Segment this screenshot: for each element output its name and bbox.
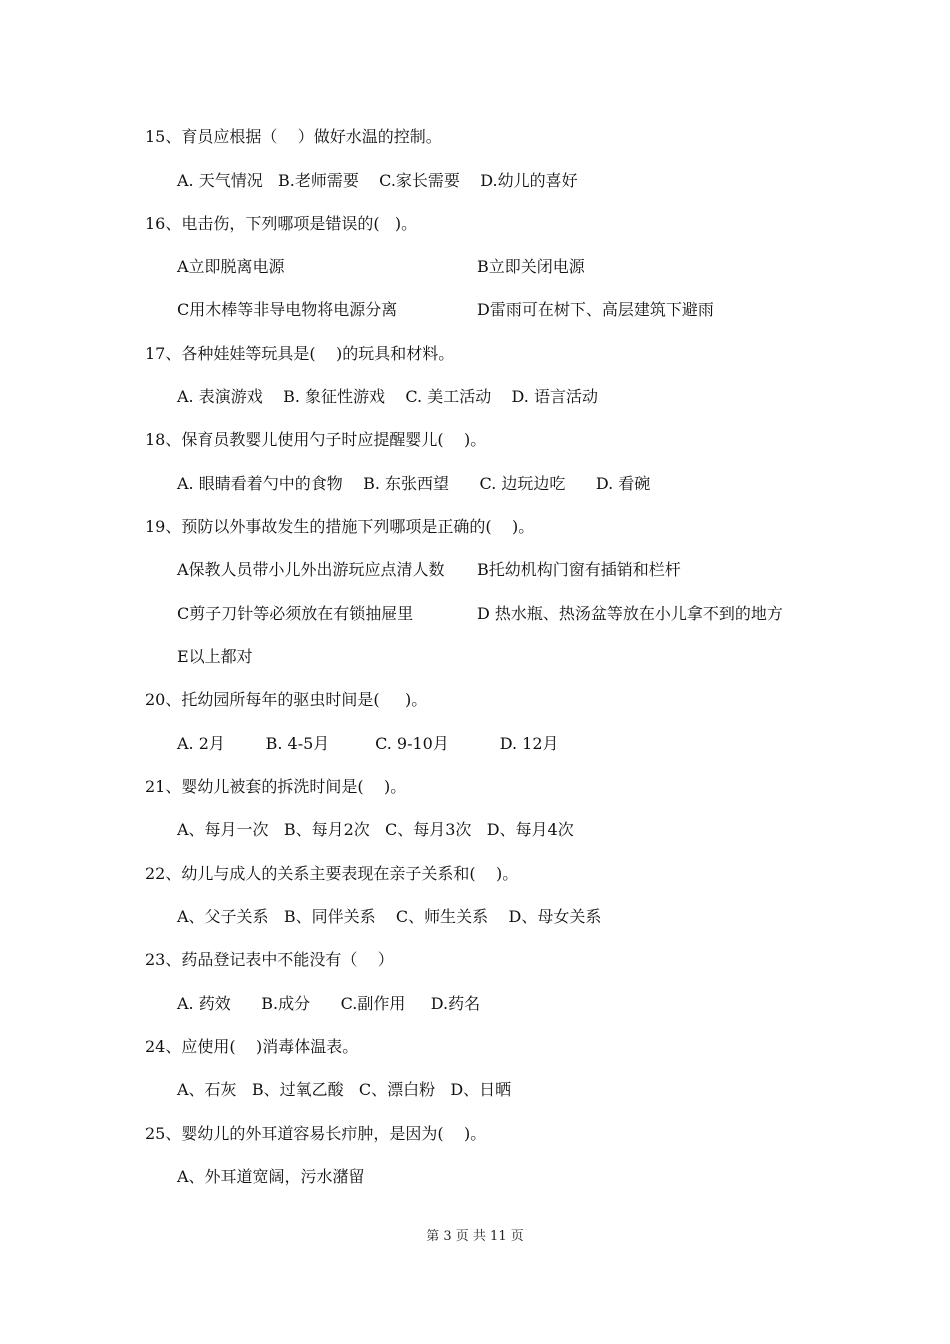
question-17-stem: 17、各种娃娃等玩具是( )的玩具和材料。 [145,344,455,363]
question-19-option-a: A保教人员带小儿外出游玩应点清人数 [177,560,445,579]
question-23-options: A. 药效 B.成分 C.副作用 D.药名 [177,994,481,1013]
question-16-option-d: D雷雨可在树下、高层建筑下避雨 [477,300,714,319]
question-16-option-c: C用木棒等非导电物将电源分离 [177,300,398,319]
question-18-stem: 18、保育员教婴儿使用勺子时应提醒婴儿( )。 [145,430,487,449]
question-21-options: A、每月一次 B、每月2次 C、每月3次 D、每月4次 [177,820,574,839]
question-18-options: A. 眼睛看着勺中的食物 B. 东张西望 C. 边玩边吃 D. 看碗 [177,474,651,493]
question-15-stem: 15、育员应根据（ ）做好水温的控制。 [145,127,442,146]
question-21-stem: 21、婴幼儿被套的拆洗时间是( )。 [145,777,407,796]
question-19-option-c: C剪子刀针等必须放在有锁抽屉里 [177,604,414,623]
question-16-option-b: B立即关闭电源 [477,257,585,276]
question-25-stem: 25、婴幼儿的外耳道容易长疖肿，是因为( )。 [145,1124,487,1143]
question-25-option-a: A、外耳道宽阔，污水潴留 [177,1167,365,1186]
question-19-option-b: B托幼机构门窗有插销和栏杆 [477,560,681,579]
question-16-option-a: A立即脱离电源 [177,257,285,276]
question-16-stem: 16、电击伤，下列哪项是错误的( )。 [145,214,418,233]
question-17-options: A. 表演游戏 B. 象征性游戏 C. 美工活动 D. 语言活动 [177,387,598,406]
question-15-options: A. 天气情况 B.老师需要 C.家长需要 D.幼儿的喜好 [177,171,578,190]
question-23-stem: 23、药品登记表中不能没有（ ） [145,950,394,969]
question-19-option-d: D 热水瓶、热汤盆等放在小儿拿不到的地方 [477,604,783,623]
question-19-stem: 19、预防以外事故发生的措施下列哪项是正确的( )。 [145,517,535,536]
question-22-options: A、父子关系 B、同伴关系 C、师生关系 D、母女关系 [177,907,602,926]
question-20-stem: 20、托幼园所每年的驱虫时间是( )。 [145,690,428,709]
question-24-options: A、石灰 B、过氧乙酸 C、漂白粉 D、日晒 [177,1080,512,1099]
question-19-option-e: E以上都对 [177,647,253,666]
question-24-stem: 24、应使用( )消毒体温表。 [145,1037,359,1056]
question-22-stem: 22、幼儿与成人的关系主要表现在亲子关系和( )。 [145,864,519,883]
page-footer: 第 3 页 共 11 页 [426,1229,524,1244]
question-20-options: A. 2月 B. 4-5月 C. 9-10月 D. 12月 [177,734,559,753]
